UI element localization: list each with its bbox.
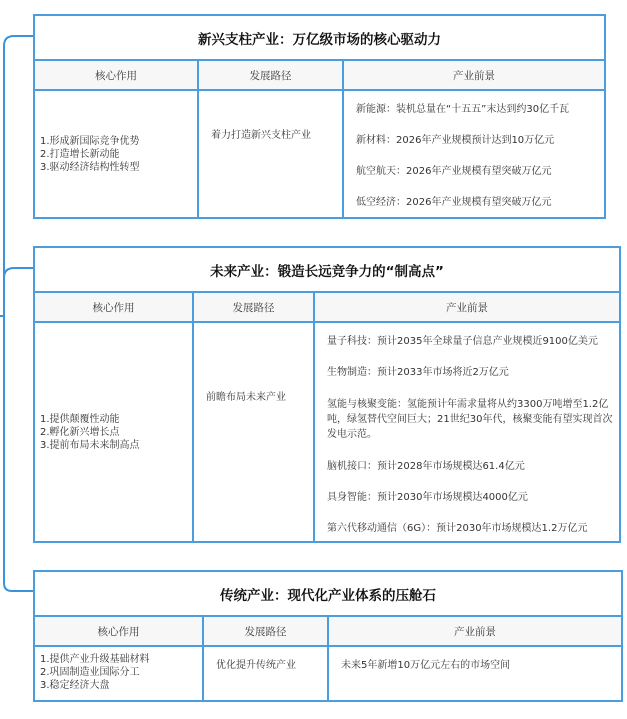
prospect-item: 量子科技：预计2035年全球量子信息产业规模近9100亿美元 bbox=[327, 336, 598, 347]
role-item: 2.巩固制造业国际分工 bbox=[40, 667, 140, 678]
prospect-item: 氢能与核聚变能：氢能预计年需求量将从约3300万吨增至1.2亿吨，绿氢替代空间巨大；21世纪30年代，核聚变能有望实现首次发电示范。 bbox=[327, 399, 613, 440]
section-title: 未来产业：锻造长远竞争力的“制高点” bbox=[35, 248, 619, 293]
prospect-item: 航空航天：2026年产业规模有望突破万亿元 bbox=[356, 166, 552, 177]
prospect-item: 低空经济：2026年产业规模有望突破万亿元 bbox=[356, 197, 552, 208]
table-header bbox=[35, 61, 604, 91]
prospect-item: 脑机接口：预计2028年市场规模达61.4亿元 bbox=[327, 461, 525, 472]
section-traditional-industry bbox=[33, 570, 623, 702]
role-item: 1.提供颠覆性动能 bbox=[40, 413, 120, 425]
prospect-item: 具身智能：预计2030年市场规模达4000亿元 bbox=[327, 492, 528, 503]
header-core-role: 核心作用 bbox=[35, 293, 194, 321]
header-dev-path: 发展路径 bbox=[194, 293, 315, 321]
role-item: 3.驱动经济结构性转型 bbox=[40, 161, 140, 173]
connector-branch-2 bbox=[4, 268, 33, 278]
section-emerging-pillar bbox=[33, 14, 606, 219]
header-prospects: 产业前景 bbox=[446, 301, 488, 314]
header-dev-path: 发展路径 bbox=[199, 61, 344, 89]
prospect-item: 新材料：2026年产业规模预计达到10万亿元 bbox=[356, 135, 555, 146]
dev-path-cell: 优化提升传统产业 bbox=[204, 647, 329, 700]
role-item: 2.孵化新兴增长点 bbox=[40, 426, 120, 438]
section-future-industry bbox=[33, 246, 621, 543]
role-item: 3.提前布局未来制高点 bbox=[40, 439, 140, 451]
role-item: 2.打造增长新动能 bbox=[40, 148, 120, 160]
prospect-item: 未来5年新增10万亿元左右的市场空间 bbox=[341, 660, 511, 671]
dev-path-cell: 着力打造新兴支柱产业 bbox=[199, 91, 344, 217]
prospects-cell bbox=[344, 91, 604, 217]
table-header bbox=[35, 293, 619, 323]
table-row bbox=[35, 323, 619, 541]
header-prospects: 产业前景 bbox=[454, 625, 496, 638]
core-roles-cell bbox=[35, 91, 199, 217]
prospect-item: 第六代移动通信（6G）：预计2030年市场规模达1.2万亿元 bbox=[327, 523, 588, 534]
header-core-role: 核心作用 bbox=[35, 617, 204, 645]
header-prospects: 产业前景 bbox=[453, 69, 495, 82]
core-roles-cell bbox=[35, 647, 204, 700]
prospect-item: 新能源：装机总量在“十五五”末达到约30亿千瓦 bbox=[356, 104, 570, 115]
connector-trunk bbox=[4, 36, 33, 591]
section-title: 传统产业：现代化产业体系的压舱石 bbox=[35, 572, 621, 617]
table-row bbox=[35, 91, 604, 217]
dev-path-cell: 前瞻布局未来产业 bbox=[194, 323, 315, 541]
role-item: 1.提供产业升级基础材料 bbox=[40, 654, 150, 665]
table-row bbox=[35, 647, 621, 700]
prospect-item: 生物制造：预计2033年市场将近2万亿元 bbox=[327, 367, 509, 378]
table-header bbox=[35, 617, 621, 647]
role-item: 3.稳定经济大盘 bbox=[40, 680, 110, 691]
section-title: 新兴支柱产业：万亿级市场的核心驱动力 bbox=[35, 16, 604, 61]
prospects-cell bbox=[329, 647, 621, 700]
prospects-cell bbox=[315, 323, 619, 541]
header-dev-path: 发展路径 bbox=[204, 617, 329, 645]
role-item: 1.形成新国际竞争优势 bbox=[40, 135, 140, 147]
core-roles-cell bbox=[35, 323, 194, 541]
header-core-role: 核心作用 bbox=[35, 61, 199, 89]
